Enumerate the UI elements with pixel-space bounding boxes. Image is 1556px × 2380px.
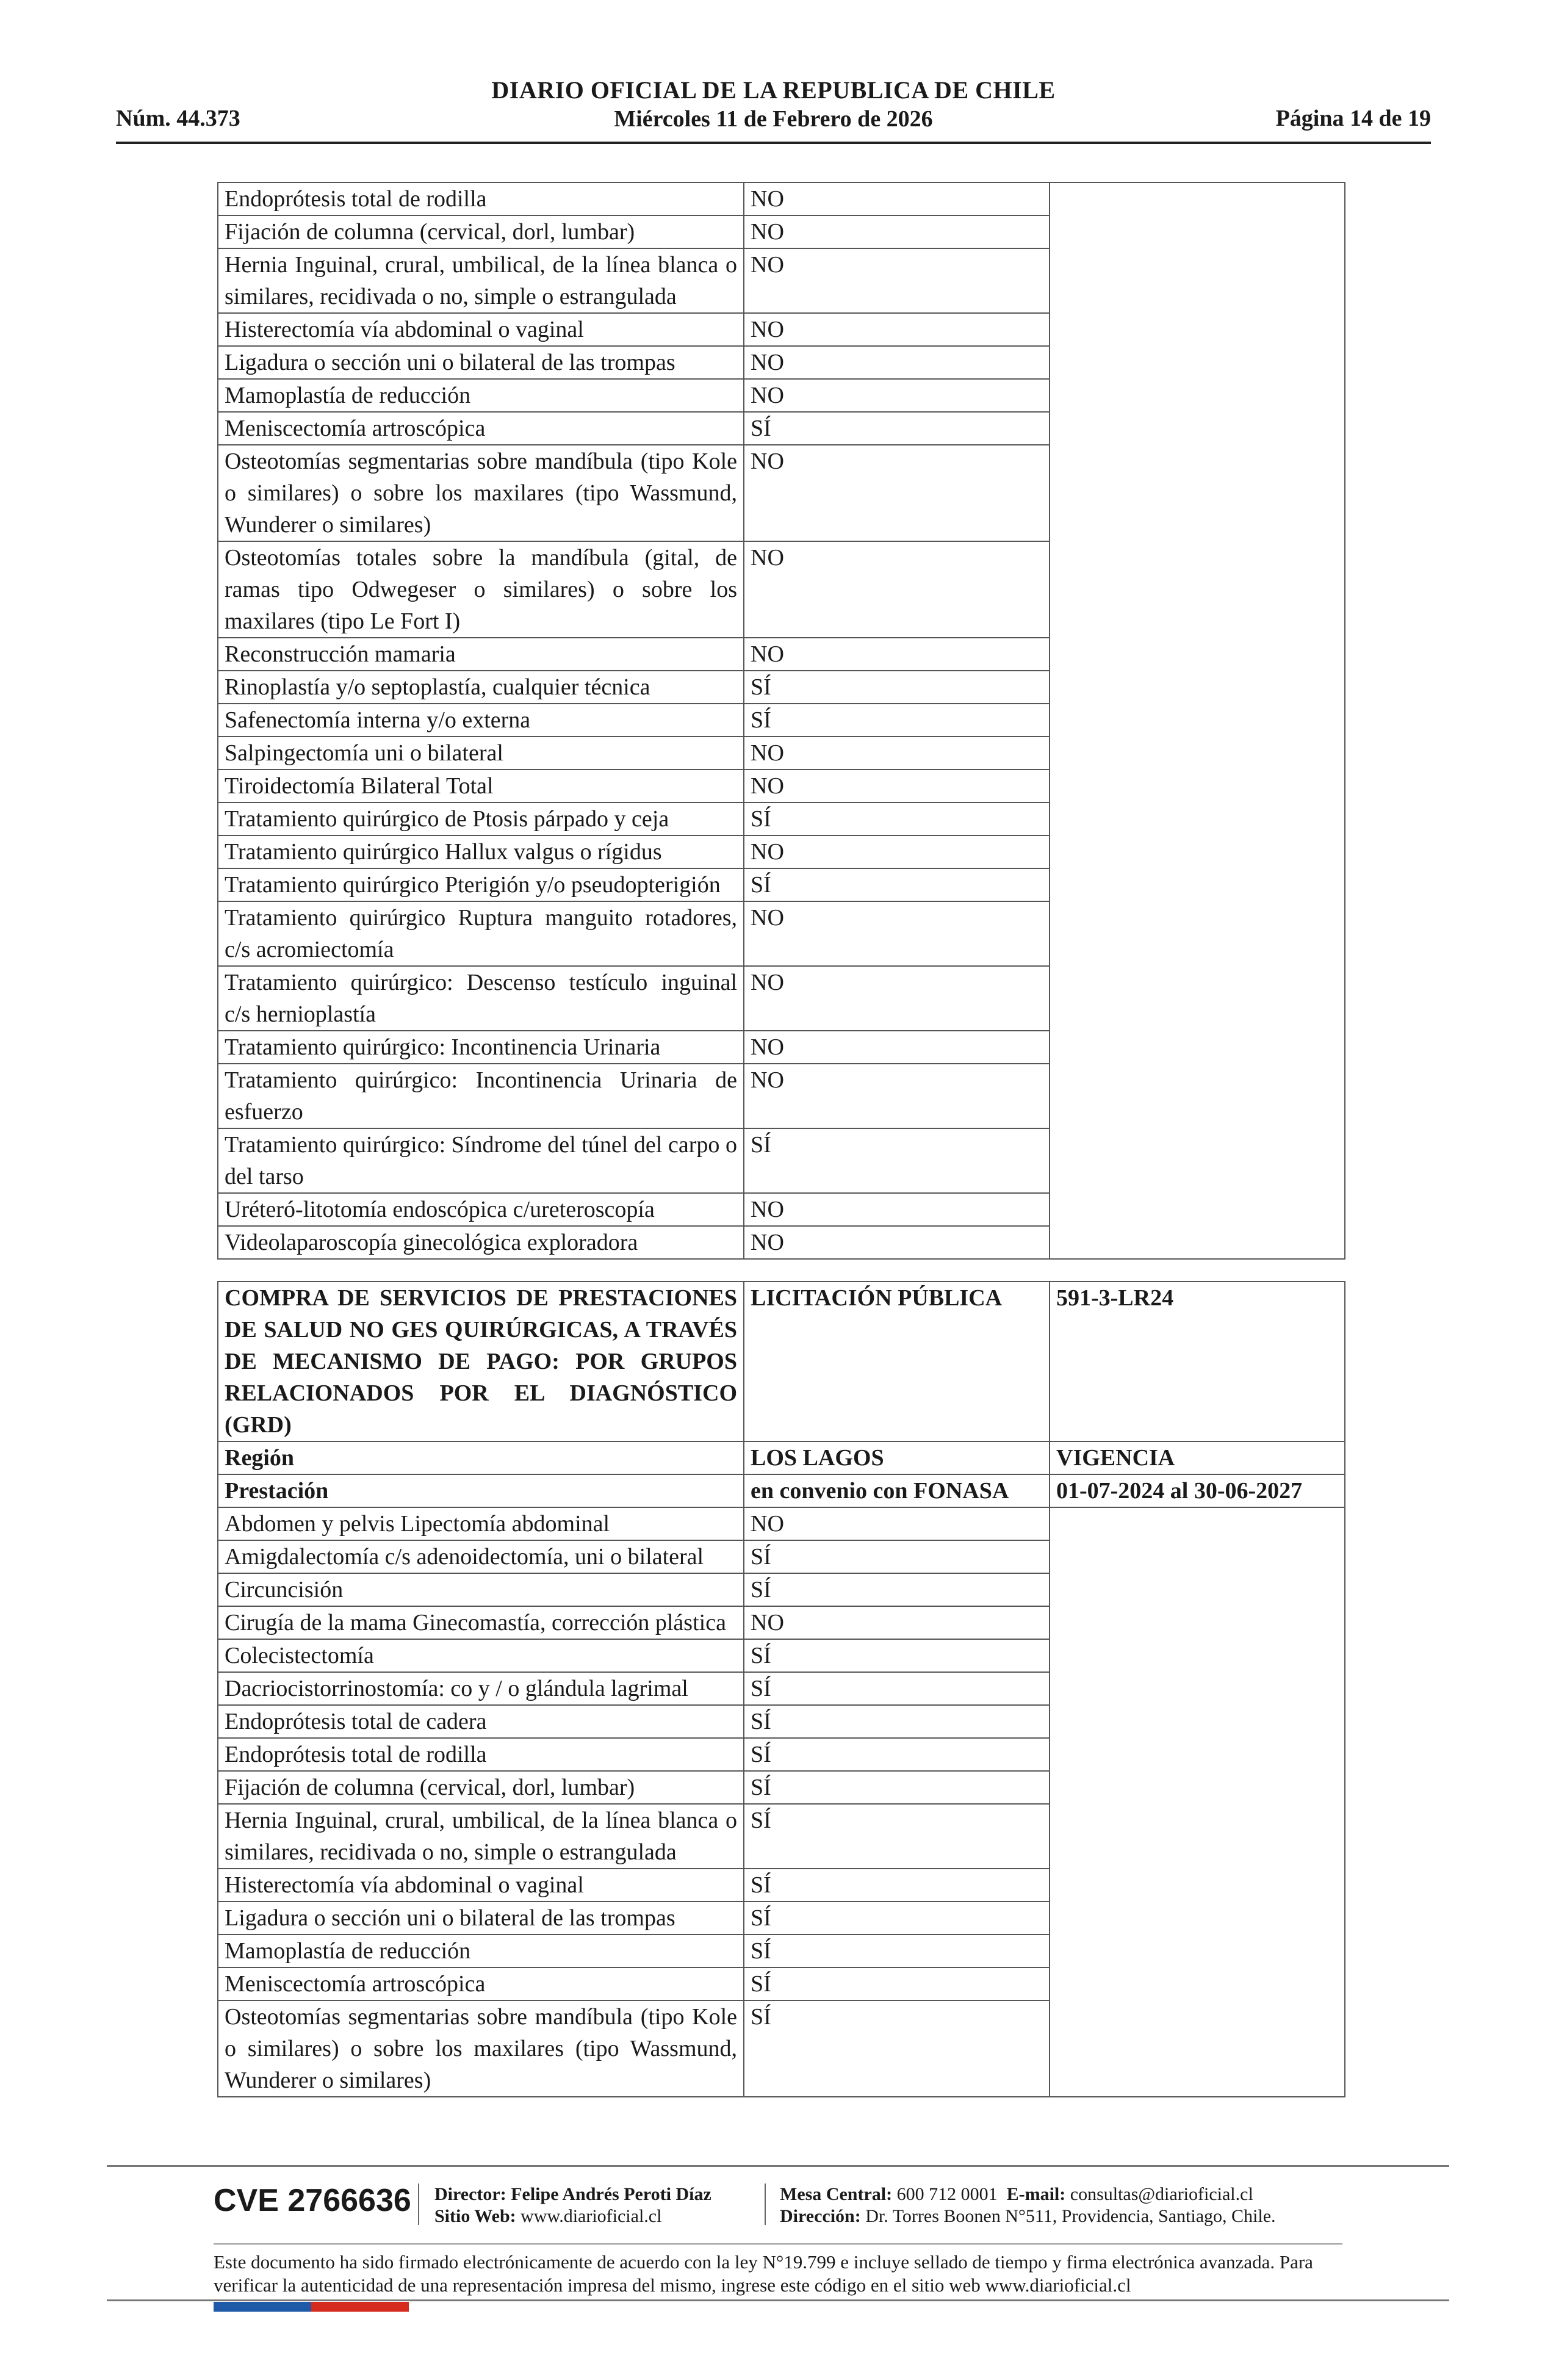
- procedure-name: Mamoplastía de reducción: [218, 379, 744, 412]
- procedure-status: SÍ: [744, 802, 1050, 835]
- procedure-name: Tratamiento quirúrgico: Incontinencia Urinaria: [218, 1031, 744, 1064]
- procedure-status: SÍ: [744, 1128, 1050, 1193]
- blank-cell: [1050, 182, 1345, 1259]
- procedure-status: SÍ: [744, 1804, 1050, 1869]
- procedure-status: SÍ: [744, 412, 1050, 445]
- procedure-status: SÍ: [744, 868, 1050, 901]
- procedure-status: NO: [744, 1226, 1050, 1259]
- procedure-status: NO: [744, 737, 1050, 770]
- director-label: Director:: [434, 2184, 506, 2204]
- issue-number: Núm. 44.373: [116, 106, 240, 131]
- procedure-name: Ligadura o sección uni o bilateral de las trompas: [218, 1902, 744, 1935]
- procedure-name: Tratamiento quirúrgico: Incontinencia Urinaria de esfuerzo: [218, 1064, 744, 1128]
- procedure-name: Tiroidectomía Bilateral Total: [218, 770, 744, 802]
- procedure-name: Mamoplastía de reducción: [218, 1935, 744, 1967]
- procedures-table-continued: [217, 182, 1345, 1260]
- procedure-status: NO: [744, 215, 1050, 248]
- footer-divider: [107, 2165, 1449, 2167]
- flag-bar-blue: [214, 2302, 311, 2312]
- footer-separator: [418, 2183, 419, 2225]
- procedure-name: Rinoplastía y/o septoplastía, cualquier técnica: [218, 671, 744, 704]
- procedure-status: SÍ: [744, 1935, 1050, 1967]
- signature-notice: Este documento ha sido firmado electrónicamente de acuerdo con la ley N°19.799 e incluye sellado de tiempo y firma electrónica avanzada. Para verificar la autenticidad de una representación impresa del mismo, ingrese este código en el sitio web www.diarioficial.cl: [214, 2251, 1313, 2296]
- validity-label: VIGENCIA: [1050, 1441, 1345, 1474]
- agreement-label: en convenio con FONASA: [744, 1474, 1050, 1507]
- procedure-name: Tratamiento quirúrgico: Síndrome del túnel del carpo o del tarso: [218, 1128, 744, 1193]
- site-link[interactable]: www.diarioficial.cl: [520, 2206, 662, 2226]
- procedure-name: Histerectomía vía abdominal o vaginal: [218, 1869, 744, 1902]
- tender-heading-row: [218, 1282, 1345, 1441]
- email-link[interactable]: consultas@diarioficial.cl: [1070, 2184, 1253, 2204]
- procedure-name: Tratamiento quirúrgico Hallux valgus o rígidus: [218, 835, 744, 868]
- issue-date: Miércoles 11 de Febrero de 2026: [614, 106, 933, 132]
- procedure-name: Osteotomías totales sobre la mandíbula (gital, de ramas tipo Odwegeser o similares) o sobre los maxilares (tipo Le Fort I): [218, 541, 744, 638]
- address-label: Dirección:: [780, 2206, 861, 2226]
- procedure-status: NO: [744, 1193, 1050, 1226]
- procedure-status: NO: [744, 313, 1050, 346]
- procedure-name: Endoprótesis total de cadera: [218, 1705, 744, 1738]
- procedure-status: SÍ: [744, 1771, 1050, 1804]
- procedure-status: SÍ: [744, 1738, 1050, 1771]
- tender-id: 591-3-LR24: [1050, 1282, 1345, 1441]
- procedure-name: Safenectomía interna y/o externa: [218, 704, 744, 737]
- procedure-name: Tratamiento quirúrgico: Descenso testículo inguinal c/s hernioplastía: [218, 966, 744, 1031]
- newspaper-title: DIARIO OFICIAL DE LA REPUBLICA DE CHILE: [491, 76, 1056, 104]
- procedure-name: Abdomen y pelvis Lipectomía abdominal: [218, 1507, 744, 1540]
- procedure-status: SÍ: [744, 1869, 1050, 1902]
- procedure-name: Tratamiento quirúrgico Pterigión y/o pseudopterigión: [218, 868, 744, 901]
- procedure-status: NO: [744, 1064, 1050, 1128]
- procedure-status: NO: [744, 1606, 1050, 1639]
- procedure-name: Hernia Inguinal, crural, umbilical, de la línea blanca o similares, recidivada o no, simple o estrangulada: [218, 1804, 744, 1869]
- procedure-status: SÍ: [744, 1967, 1050, 2000]
- table-row: [218, 182, 1345, 215]
- procedure-status: SÍ: [744, 2000, 1050, 2097]
- procedure-status: SÍ: [744, 671, 1050, 704]
- tender-heading: COMPRA DE SERVICIOS DE PRESTACIONES DE SALUD NO GES QUIRÚRGICAS, A TRAVÉS DE MECANISMO DE PAGO: POR GRUPOS RELACIONADOS POR EL DIAGNÓSTICO (GRD): [218, 1282, 744, 1441]
- address-value: Dr. Torres Boonen N°511, Providencia, Santiago, Chile.: [865, 2206, 1276, 2226]
- procedure-status: NO: [744, 966, 1050, 1031]
- procedure-status: NO: [744, 346, 1050, 379]
- procedure-name: Salpingectomía uni o bilateral: [218, 737, 744, 770]
- cve-code: CVE 2766636: [214, 2183, 411, 2218]
- procedure-name: Colecistectomía: [218, 1639, 744, 1672]
- footer-thin-divider: [214, 2243, 1342, 2245]
- procedure-name: Reconstrucción mamaria: [218, 638, 744, 671]
- procedure-name: Tratamiento quirúrgico de Ptosis párpado y ceja: [218, 802, 744, 835]
- procedure-name: Fijación de columna (cervical, dorl, lumbar): [218, 1771, 744, 1804]
- central-phone: 600 712 0001: [896, 2184, 998, 2204]
- procedure-name: Endoprótesis total de rodilla: [218, 1738, 744, 1771]
- footer-separator: [765, 2183, 766, 2225]
- procedure-status: SÍ: [744, 1672, 1050, 1705]
- procedure-status: NO: [744, 541, 1050, 638]
- page-number: Página 14 de 19: [1275, 106, 1431, 131]
- procedure-name: Endoprótesis total de rodilla: [218, 182, 744, 215]
- procedure-status: NO: [744, 445, 1050, 541]
- director-info: [434, 2183, 711, 2227]
- procedure-name: Dacriocistorrinostomía: co y / o glándula lagrimal: [218, 1672, 744, 1705]
- procedures-table-los-lagos: [217, 1281, 1345, 2097]
- procedure-name: Videolaparoscopía ginecológica exploradora: [218, 1226, 744, 1259]
- procedure-status: SÍ: [744, 1540, 1050, 1573]
- masthead: [116, 76, 1431, 132]
- service-header-row: [218, 1474, 1345, 1507]
- blank-cell: [1050, 1507, 1345, 2097]
- procedure-name: Osteotomías segmentarias sobre mandíbula (tipo Kole o similares) o sobre los maxilares (tipo Wassmund, Wunderer o similares): [218, 2000, 744, 2097]
- procedure-status: NO: [744, 1031, 1050, 1064]
- service-label: Prestación: [218, 1474, 744, 1507]
- procedure-name: Tratamiento quirúrgico Ruptura manguito rotadores, c/s acromiectomía: [218, 901, 744, 966]
- procedure-status: NO: [744, 901, 1050, 966]
- procedure-status: SÍ: [744, 1902, 1050, 1935]
- procedure-name: Meniscectomía artroscópica: [218, 412, 744, 445]
- table-row: [218, 1507, 1345, 1540]
- region-value: LOS LAGOS: [744, 1441, 1050, 1474]
- procedure-name: Amigdalectomía c/s adenoidectomía, uni o bilateral: [218, 1540, 744, 1573]
- procedure-name: Uréteró-litotomía endoscópica c/ureteroscopía: [218, 1193, 744, 1226]
- validity-value: 01-07-2024 al 30-06-2027: [1050, 1474, 1345, 1507]
- procedure-name: Hernia Inguinal, crural, umbilical, de la línea blanca o similares, recidivada o no, simple o estrangulada: [218, 248, 744, 313]
- procedure-status: NO: [744, 1507, 1050, 1540]
- procedure-status: SÍ: [744, 704, 1050, 737]
- procedure-status: NO: [744, 638, 1050, 671]
- procedure-name: Fijación de columna (cervical, dorl, lumbar): [218, 215, 744, 248]
- procedure-status: SÍ: [744, 1573, 1050, 1606]
- procedure-name: Ligadura o sección uni o bilateral de las trompas: [218, 346, 744, 379]
- contact-info: [780, 2183, 1276, 2227]
- site-label: Sitio Web:: [434, 2206, 516, 2226]
- procedure-status: NO: [744, 182, 1050, 215]
- director-name: Felipe Andrés Peroti Díaz: [511, 2184, 711, 2204]
- email-label: E-mail:: [1006, 2184, 1066, 2204]
- central-label: Mesa Central:: [780, 2184, 893, 2204]
- procedure-name: Circuncisión: [218, 1573, 744, 1606]
- region-row: [218, 1441, 1345, 1474]
- procedure-name: Cirugía de la mama Ginecomastía, corrección plástica: [218, 1606, 744, 1639]
- procedure-status: SÍ: [744, 1705, 1050, 1738]
- procedure-name: Osteotomías segmentarias sobre mandíbula (tipo Kole o similares) o sobre los maxilares (tipo Wassmund, Wunderer o similares): [218, 445, 744, 541]
- procedure-status: NO: [744, 770, 1050, 802]
- flag-bar-red: [311, 2302, 409, 2312]
- procedure-name: Meniscectomía artroscópica: [218, 1967, 744, 2000]
- region-label: Región: [218, 1441, 744, 1474]
- procedure-status: NO: [744, 835, 1050, 868]
- procedure-name: Histerectomía vía abdominal o vaginal: [218, 313, 744, 346]
- procedure-status: SÍ: [744, 1639, 1050, 1672]
- procedure-status: NO: [744, 379, 1050, 412]
- footer-bottom-divider: [107, 2299, 1449, 2301]
- page-header: [116, 73, 1431, 144]
- tender-type: LICITACIÓN PÚBLICA: [744, 1282, 1050, 1441]
- procedure-status: NO: [744, 248, 1050, 313]
